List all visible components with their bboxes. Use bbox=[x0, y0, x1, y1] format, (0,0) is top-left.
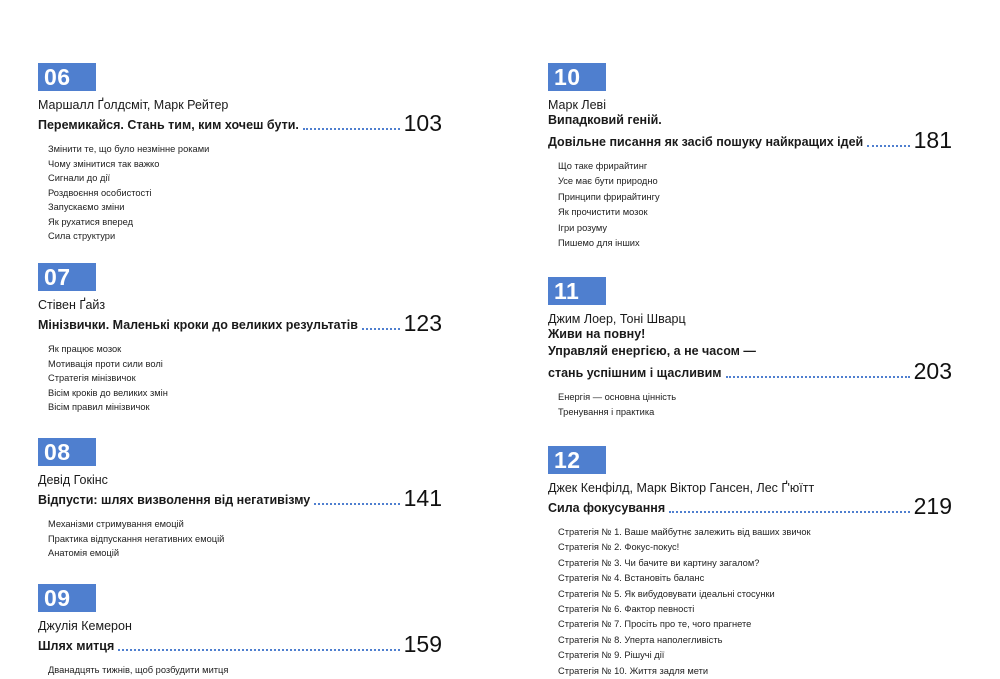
dot-leader bbox=[303, 128, 400, 130]
chapter-title[interactable]: Шлях митця bbox=[38, 639, 115, 653]
subsection-item[interactable]: Стратегія № 7. Просіть про те, чого прагнете bbox=[558, 619, 752, 630]
dot-leader bbox=[362, 328, 400, 330]
subsection-item[interactable]: Сила структури bbox=[48, 231, 116, 241]
chapter-author: Джим Лоер, Тоні Шварц bbox=[548, 312, 686, 326]
subsection-item[interactable]: Змінити те, що було незмінне роками bbox=[48, 144, 210, 154]
chapter-10 bbox=[548, 63, 952, 251]
page-number: 159 bbox=[403, 631, 442, 657]
subsection-item[interactable]: Дванадцять тижнів, щоб розбудити митця bbox=[48, 665, 229, 675]
chapter-author: Стівен Ґайз bbox=[38, 298, 106, 312]
chapter-title[interactable]: Відпусти: шлях визволення від негативізму bbox=[38, 493, 311, 507]
chapter-title-row[interactable] bbox=[38, 633, 442, 655]
subsection-item[interactable]: Пишемо для інших bbox=[558, 238, 640, 249]
chapter-title-block[interactable] bbox=[548, 326, 952, 382]
chapter-number: 06 bbox=[38, 63, 96, 91]
dot-leader bbox=[669, 511, 909, 513]
subsection-item[interactable]: Стратегія № 5. Як вибудовувати ідеальні стосунки bbox=[558, 588, 775, 599]
chapter-title-row[interactable] bbox=[38, 112, 442, 134]
chapter-title[interactable]: Мінізвички. Маленькі кроки до великих результатів bbox=[38, 318, 358, 332]
subsection-item[interactable]: Стратегія № 4. Встановіть баланс bbox=[558, 573, 705, 584]
subsection-item[interactable]: Як працює мозок bbox=[48, 344, 122, 354]
page-number: 123 bbox=[403, 310, 442, 336]
subsection-item[interactable]: Стратегія № 8. Уперта наполегливість bbox=[558, 634, 723, 645]
subsection-list bbox=[558, 390, 952, 421]
chapter-title-line[interactable]: Управляй енергією, а не часом — bbox=[548, 344, 756, 358]
subsection-item[interactable]: Ігри розуму bbox=[558, 222, 608, 233]
subsection-item[interactable]: Як рухатися вперед bbox=[48, 216, 134, 227]
chapter-author: Джек Кенфілд, Марк Віктор Гансен, Лес Ґ'юїтт bbox=[548, 481, 815, 495]
dot-leader bbox=[118, 649, 399, 651]
subsection-item[interactable]: Тренування і практика bbox=[558, 407, 655, 418]
chapter-title-block[interactable] bbox=[548, 112, 952, 151]
subsection-item[interactable]: Стратегія № 10. Життя задля мети bbox=[558, 665, 709, 676]
dot-leader bbox=[867, 145, 909, 147]
chapter-title-row[interactable] bbox=[548, 495, 952, 517]
chapter-number: 10 bbox=[548, 63, 606, 91]
subsection-item[interactable]: Усе має бути природно bbox=[558, 176, 658, 187]
chapter-title-line[interactable]: Живи на повну! bbox=[548, 327, 646, 341]
chapter-number: 12 bbox=[548, 446, 606, 474]
subsection-list bbox=[48, 142, 442, 244]
page-number: 141 bbox=[403, 485, 442, 511]
subsection-list bbox=[48, 517, 442, 561]
subsection-item[interactable]: Стратегія № 2. Фокус-покус! bbox=[558, 542, 680, 553]
chapter-title[interactable]: Перемикайся. Стань тим, ким хочеш бути. bbox=[38, 118, 299, 132]
subsection-item[interactable]: Що таке фрирайтинг bbox=[558, 161, 648, 171]
chapter-title-row[interactable] bbox=[38, 312, 442, 334]
subsection-item[interactable]: Стратегія № 1. Ваше майбутнє залежить від ваших звичок bbox=[558, 527, 811, 537]
chapter-author: Девід Гокінс bbox=[38, 473, 108, 487]
page-number: 219 bbox=[913, 493, 952, 519]
page-number: 181 bbox=[913, 127, 952, 153]
chapter-author: Маршалл Ґолдсміт, Марк Рейтер bbox=[38, 98, 229, 112]
subsection-item[interactable]: Стратегія № 9. Рішучі дії bbox=[558, 650, 665, 661]
subsection-item[interactable]: Стратегія мінізвичок bbox=[48, 373, 136, 383]
page-number: 203 bbox=[913, 358, 952, 384]
chapter-title[interactable]: Сила фокусування bbox=[548, 501, 666, 515]
chapter-author: Марк Леві bbox=[548, 98, 606, 112]
subsection-item[interactable]: Анатомія емоцій bbox=[48, 548, 120, 558]
subsection-item[interactable]: Стратегія № 3. Чи бачите ви картину загалом? bbox=[558, 557, 760, 568]
chapter-08 bbox=[38, 438, 442, 561]
chapter-author: Джулія Кемерон bbox=[38, 619, 132, 633]
subsection-item[interactable]: Вісім кроків до великих змін bbox=[48, 387, 168, 398]
subsection-item[interactable]: Як прочистити мозок bbox=[558, 207, 648, 218]
dot-leader bbox=[314, 503, 399, 505]
subsection-item[interactable]: Чому змінитися так важко bbox=[48, 158, 160, 169]
chapter-title-line[interactable]: Випадковий геній. bbox=[548, 113, 662, 127]
chapter-07 bbox=[38, 263, 442, 415]
subsection-item[interactable]: Енергія — основна цінність bbox=[558, 392, 677, 402]
subsection-item[interactable]: Запускаємо зміни bbox=[48, 202, 125, 212]
subsection-item[interactable]: Принципи фрирайтингу bbox=[558, 191, 660, 202]
subsection-list bbox=[558, 159, 952, 251]
subsection-item[interactable]: Сигнали до дії bbox=[48, 173, 111, 183]
chapter-number: 08 bbox=[38, 438, 96, 466]
subsection-item[interactable]: Роздвоєння особистості bbox=[48, 187, 152, 198]
chapter-12 bbox=[548, 446, 952, 679]
subsection-item[interactable]: Вісім правил мінізвичок bbox=[48, 402, 150, 412]
chapter-06 bbox=[38, 63, 442, 244]
chapter-title-line[interactable]: Довільне писання як засіб пошуку найкращих ідей bbox=[548, 135, 864, 149]
chapter-09 bbox=[38, 584, 442, 678]
subsection-item[interactable]: Стратегія № 6. Фактор певності bbox=[558, 604, 695, 615]
chapter-11 bbox=[548, 277, 952, 421]
chapter-number: 09 bbox=[38, 584, 96, 612]
chapter-title-row[interactable] bbox=[38, 487, 442, 509]
page-number: 103 bbox=[403, 110, 442, 136]
subsection-item[interactable]: Механізми стримування емоцій bbox=[48, 519, 184, 529]
chapter-number: 07 bbox=[38, 263, 96, 291]
chapter-number: 11 bbox=[548, 277, 606, 305]
subsection-item[interactable]: Мотивація проти сили волі bbox=[48, 358, 163, 369]
subsection-item[interactable]: Практика відпускання негативних емоцій bbox=[48, 533, 225, 544]
chapter-title-line[interactable]: стань успішним і щасливим bbox=[548, 366, 722, 380]
dot-leader bbox=[726, 376, 910, 378]
subsection-list bbox=[48, 342, 442, 415]
subsection-list bbox=[48, 663, 442, 678]
subsection-list bbox=[558, 525, 952, 679]
